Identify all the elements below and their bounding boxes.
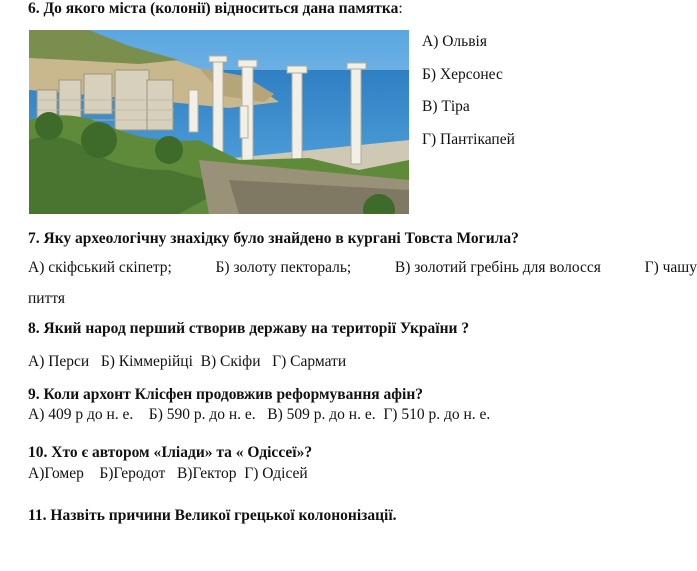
question-9-text: 9. Коли архонт Клісфен продовжив реформування афін? [28,386,424,403]
question-11-text: 11. Назвіть причини Великої грецької колононізації. [28,507,397,524]
answer-option: Б) золоту пектораль; [215,259,352,276]
question-7-text: 7. Яку археологічну знахідку було знайдено в кургані Товста Могила? [28,230,519,247]
question-8-answers: А) Перси Б) Кіммерійці В) Скіфи Г) Сармати [28,353,347,370]
question-7-answers [28,259,697,277]
question-6 [28,0,403,18]
question-10-text: 10. Хто є автором «Іліади» та « Одіссеї»? [28,444,313,461]
monument-photo [29,30,409,214]
answer-option: А) Ольвія [422,33,487,50]
answer-option: В) Тіра [422,98,470,115]
question-8-text: 8. Який народ перший створив державу на території України ? [28,320,470,337]
question-6-text: 6. До якого міста (колонії) відноситься дана памятка [28,0,399,17]
answer-option: А) скіфський скіпетр; [28,259,172,276]
question-6-answers [422,30,515,160]
question-9-answers: А) 409 р до н. е. Б) 590 р. до н. е. В) 509 р. до н. е. Г) 510 р. до н. е. [28,406,491,423]
question-7-answers-continued: пиття [28,290,66,307]
answer-option: Г) Пантікапей [422,130,515,148]
answer-option: Г) чашу [644,259,697,276]
answer-option: В) золотий гребінь для волосся [394,259,601,276]
chersonesus-ruins-illustration [29,30,409,214]
question-10-answers: А)Гомер Б)Геродот В)Гектор Г) Одісей [28,465,308,482]
question-6-colon: : [398,0,403,17]
answer-option: Б) Херсонес [422,65,503,83]
